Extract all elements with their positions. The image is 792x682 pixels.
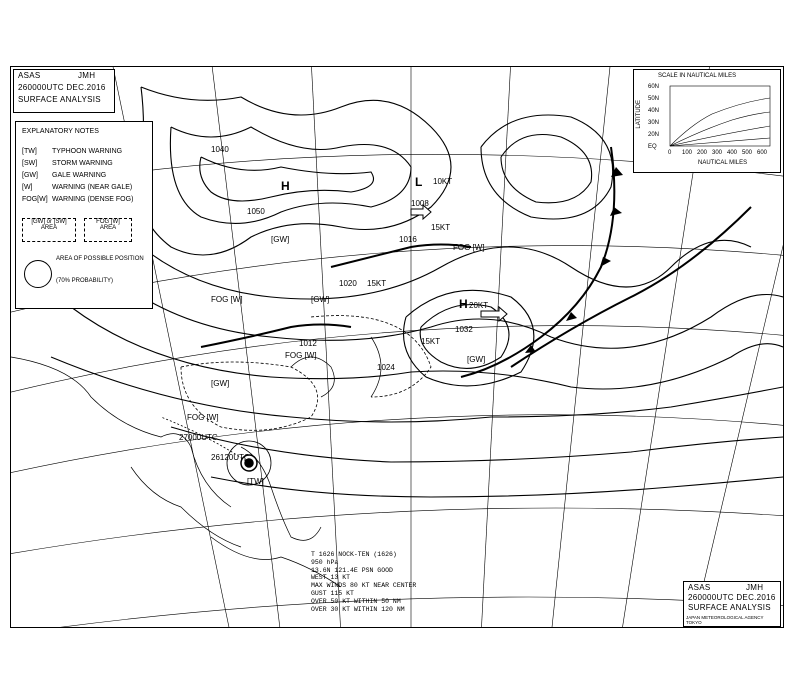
credit-label: JAPAN METEOROLOGICAL AGENCY TOKYO: [686, 615, 764, 625]
pressure-label: 1040: [211, 145, 229, 154]
pressure-label: 1020: [339, 279, 357, 288]
possible-position-circle: [24, 260, 52, 288]
scale-box: [633, 69, 781, 173]
coastlines: [11, 337, 381, 587]
nm-tick: 0: [668, 150, 672, 156]
agency-label: ASAS: [18, 71, 41, 80]
fog-warning-label: FOG [W]: [285, 351, 317, 360]
gale-warning-label: [GW]: [467, 355, 486, 364]
typhoon-symbol: [161, 417, 271, 485]
title-box-bottom: [683, 581, 781, 627]
speed-label: 10KT: [433, 177, 453, 186]
pressure-label: 1016: [399, 235, 417, 244]
product-label: SURFACE ANALYSIS: [18, 95, 101, 104]
front-triangles: [525, 167, 623, 353]
speed-label: 15KT: [421, 337, 441, 346]
probability-label: (70% PROBABILITY): [56, 278, 114, 284]
nm-tick: 600: [757, 150, 768, 156]
fog-area-sample: FOG [W] AREA: [84, 218, 132, 242]
high-pressure-marker: H: [459, 297, 468, 311]
high-pressure-marker: H: [281, 179, 290, 193]
nm-tick: 300: [712, 150, 723, 156]
typhoon-warning-label: [TW]: [247, 477, 264, 486]
legend-item: [SW] STORM WARNING: [22, 160, 113, 167]
low-pressure-marker: L: [415, 175, 423, 189]
lat-tick: 40N: [648, 108, 660, 114]
lat-tick: 50N: [648, 96, 660, 102]
nm-tick: 100: [682, 150, 693, 156]
legend-box: [15, 121, 153, 309]
agency-label: ASAS: [688, 583, 711, 592]
lat-tick: EQ: [648, 144, 657, 150]
legend-item: [GW] GALE WARNING: [22, 172, 107, 179]
issuer-label: JMH: [746, 583, 764, 592]
datetime-label: 260000UTC DEC.2016: [18, 83, 106, 92]
speed-label: 20KT: [469, 301, 489, 310]
pressure-label: 1050: [247, 207, 265, 216]
gale-warning-label: [GW]: [271, 235, 290, 244]
pressure-label: 1008: [411, 199, 429, 208]
lat-tick: 60N: [648, 84, 660, 90]
pressure-label: 1032: [455, 325, 473, 334]
gale-area-sample: [GW] or [SW] AREA: [22, 218, 76, 242]
track-time-label: 26120UTC: [211, 453, 250, 462]
gale-warning-label: [GW]: [311, 295, 330, 304]
fog-warning-label: FOG [W]: [187, 413, 219, 422]
legend-item: [TW] TYPHOON WARNING: [22, 148, 123, 155]
fog-warning-label: FOG [W]: [211, 295, 243, 304]
scale-xlabel: NAUTICAL MILES: [698, 160, 748, 166]
issuer-label: JMH: [78, 71, 96, 80]
nm-tick: 500: [742, 150, 753, 156]
possible-position-label: AREA OF POSSIBLE POSITION: [56, 256, 144, 262]
legend-item: FOG[W] WARNING (DENSE FOG): [22, 196, 134, 203]
gale-warning-label: [GW]: [211, 379, 230, 388]
fog-warning-label: FOG [W]: [453, 243, 485, 252]
legend-item: [W] WARNING (NEAR GALE): [22, 184, 133, 191]
track-time-label: 27000UTC: [179, 433, 218, 442]
legend-title: EXPLANATORY NOTES: [22, 128, 99, 135]
nm-tick: 400: [727, 150, 738, 156]
typhoon-info: T 1626 NOCK-TEN (1626) 950 hPa 13.6N 121.4E PSN GOOD WEST 13 KT MAX WINDS 80 KT NEAR CENTER GUST 115 KT OVER 50 KT WITHIN 50 NM OVER 30 KT WITHIN 120 NM: [311, 551, 417, 613]
pressure-label: 1012: [299, 339, 317, 348]
title-box: [13, 69, 115, 113]
scale-ylabel: LATITUDE: [636, 100, 642, 129]
lat-tick: 20N: [648, 132, 660, 138]
scale-graph: [662, 84, 774, 152]
product-label: SURFACE ANALYSIS: [688, 603, 771, 612]
speed-label: 15KT: [431, 223, 451, 232]
pressure-label: 1024: [377, 363, 395, 372]
scale-title: SCALE IN NAUTICAL MILES: [658, 73, 737, 79]
lat-tick: 30N: [648, 120, 660, 126]
weather-chart: [10, 66, 784, 628]
speed-label: 15KT: [367, 279, 387, 288]
nm-tick: 200: [697, 150, 708, 156]
datetime-label: 260000UTC DEC.2016: [688, 593, 776, 602]
